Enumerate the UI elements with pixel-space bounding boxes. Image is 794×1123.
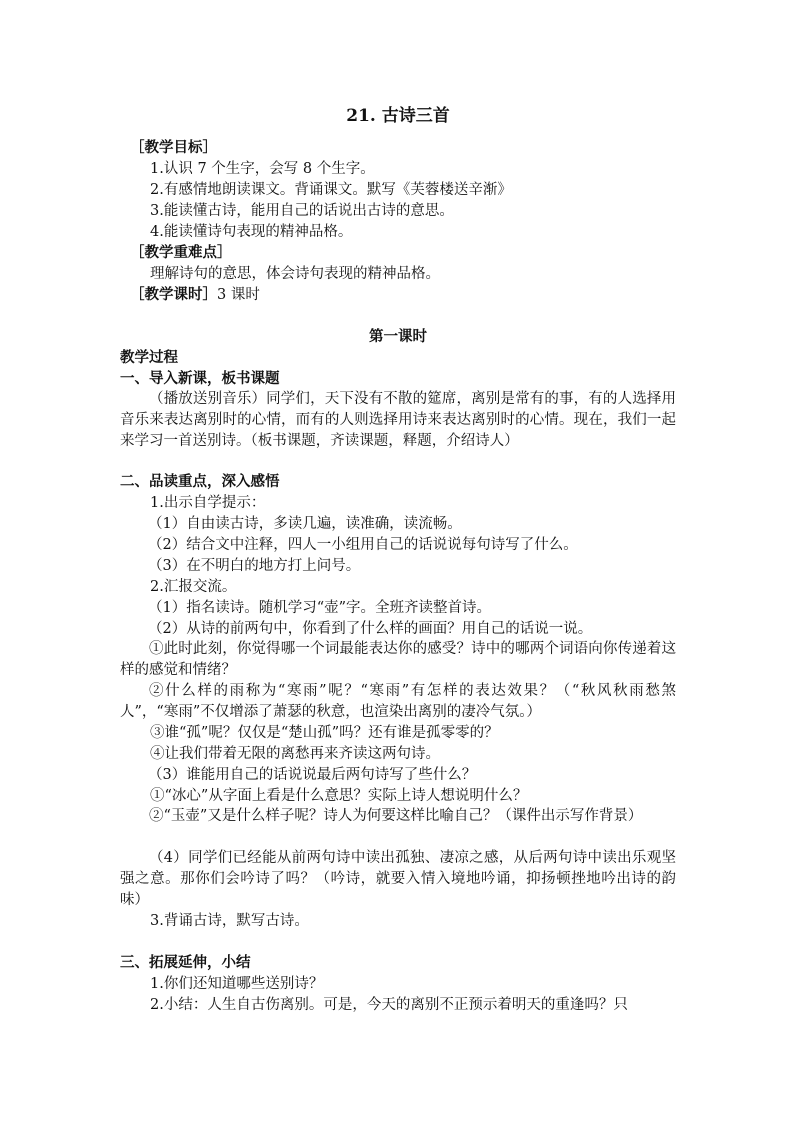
lesson-heading: 第一课时 [369,328,427,345]
objective-item: 2.有感情地朗读课文。背诵课文。默写《芙蓉楼送辛渐》 [150,182,512,198]
step-paragraph: （4）同学们已经能从前两句诗中读出孤独、凄凉之感，从后两句诗中读出乐观坚强之意。那你们会吟诗了吗？（吟诗，就要入情入境地吟诵，抑扬顿挫地吟出诗的韵味） [120,850,676,908]
section-heading: 二、品读重点，深入感悟 [120,473,280,490]
step-paragraph: ②“玉壶”又是什么样子呢？诗人为何要这样比喻自己？（课件出示写作背景） [149,808,643,824]
lesson-hours [130,285,260,305]
step-line: 2.小结：人生自古伤离别。可是，今天的离别不正预示着明天的重逢吗？只 [150,997,628,1013]
document-title: 21. 古诗三首 [346,106,450,126]
objective-item: 4.能读懂诗句表现的精神品格。 [150,224,353,240]
objective-item: 1.认识 7 个生字，会写 8 个生字。 [150,161,375,177]
section-heading: 一、导入新课，板书课题 [120,370,280,387]
step-line: 3.背诵古诗，默写古诗。 [150,913,309,929]
key-points-heading: ［教学重难点］ [130,244,232,261]
step-line: ④让我们带着无限的离愁再来齐读这两句诗。 [150,746,440,762]
step-line: 1.出示自学提示： [150,495,266,511]
intro-paragraph: （播放送别音乐）同学们，天下没有不散的筵席，离别是常有的事，有的人选择用音乐来表达离别时的心情，而有的人则选择用诗来表达离别时的心情。现在，我们一起来学习一首送别诗。（板书课题，齐读课题，释题，介绍诗人） [120,391,676,449]
step-line: （2）从诗的前两句中，你看到了什么样的画面？用自己的话说一说。 [148,621,593,637]
step-paragraph: ①此时此刻，你觉得哪一个词最能表达你的感受？诗中的哪两个词语向你传递着这样的感觉和情绪？ [120,641,676,678]
objective-item: 3.能读懂古诗，能用自己的话说出古诗的意思。 [150,203,454,219]
process-label: 教学过程 [120,349,178,366]
step-line: 2.汇报交流。 [150,579,237,595]
step-line: （2）结合文中注释，四人一小组用自己的话说说每句诗写了什么。 [148,537,578,553]
step-line: 1.你们还知道哪些送别诗？ [150,976,324,992]
key-points-text: 理解诗句的意思，体会诗句表现的精神品格。 [150,266,440,282]
step-line: （1）自由读古诗，多读几遍，读准确，读流畅。 [148,516,462,532]
step-line: （3）谁能用自己的话说说最后两句诗写了些什么？ [148,767,477,783]
step-line: （1）指名读诗。随机学习“壶”字。全班齐读整首诗。 [148,600,492,616]
section-heading: 三、拓展延伸，小结 [120,954,251,971]
step-line: ①“冰心”从字面上看是什么意思？实际上诗人想说明什么？ [150,788,528,804]
step-line: （3）在不明白的地方打上问号。 [148,558,361,574]
step-paragraph: ②什么样的雨称为“寒雨”呢？“寒雨”有怎样的表达效果？（“秋风秋雨愁煞人”，“寒雨”不仅增添了萧瑟的秋意，也渲染出离别的凄冷气氛。） [120,683,676,720]
hours-heading: ［教学课时］ [130,286,217,303]
step-line: ③谁“孤”呢？仅仅是“楚山孤”吗？还有谁是孤零零的？ [150,725,499,741]
hours-value: 3 课时 [217,287,260,303]
objectives-heading: ［教学目标］ [130,139,217,156]
